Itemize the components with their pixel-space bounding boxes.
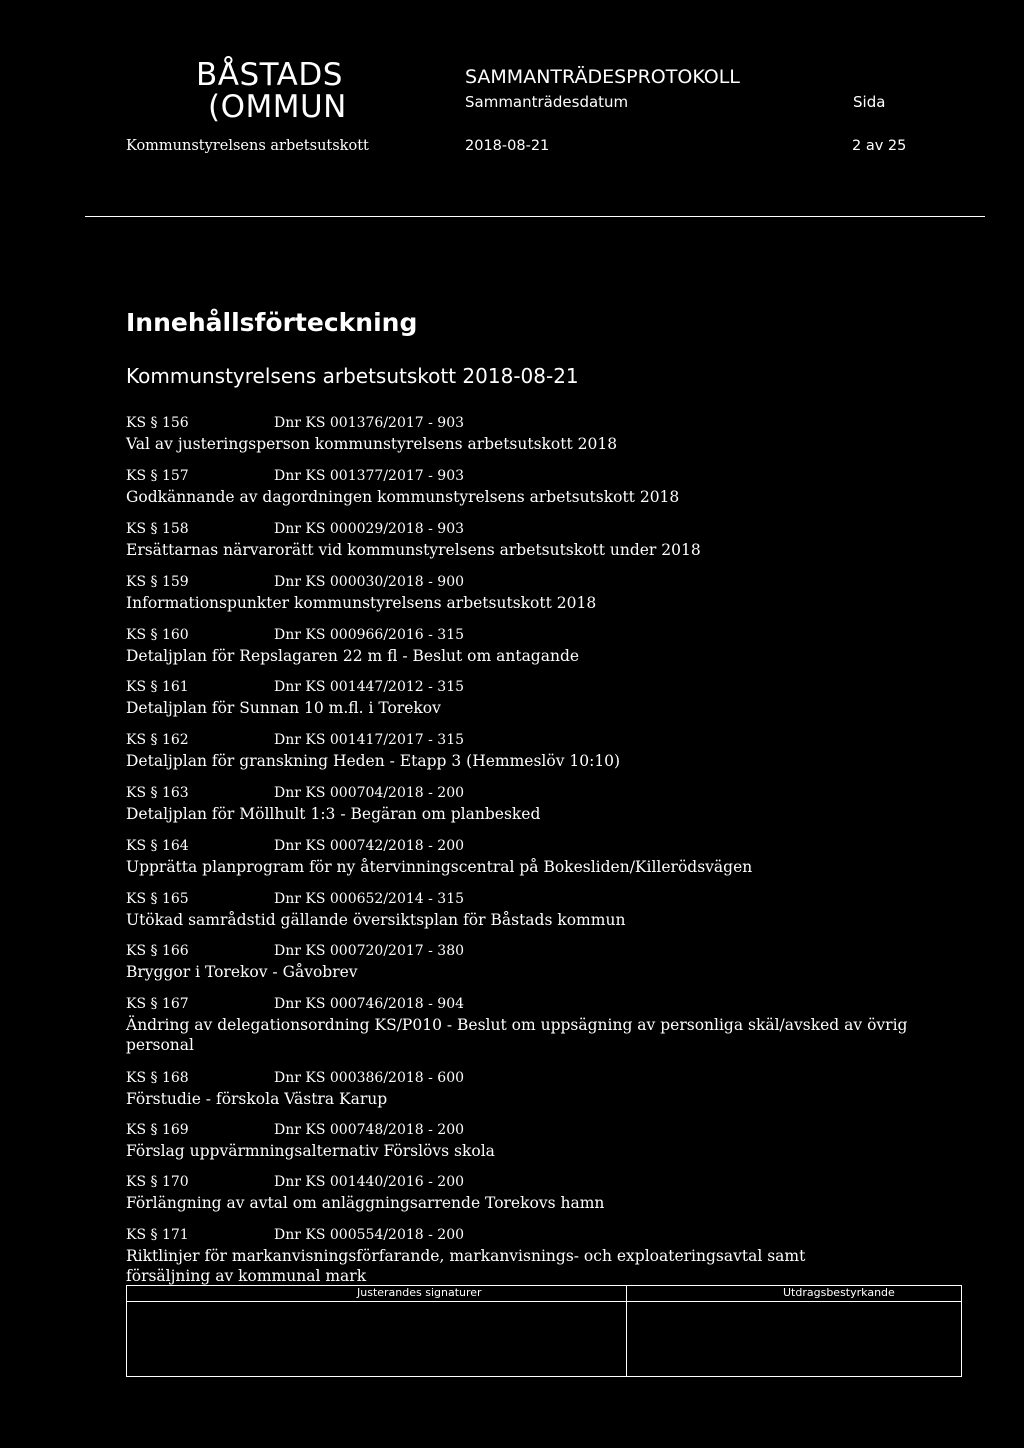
entry-section: KS § 165 [126,891,189,907]
signature-divider [626,1285,627,1377]
entry-section: KS § 160 [126,627,189,643]
entry-section: KS § 171 [126,1227,189,1243]
toc-entry [126,890,916,930]
entry-dnr: Dnr KS 000030/2018 - 900 [274,574,465,590]
entry-section: KS § 169 [126,1122,189,1138]
entry-dnr: Dnr KS 001417/2017 - 315 [274,732,465,748]
entry-description: Upprätta planprogram för ny återvinningscentral på Bokesliden/Killerödsvägen [126,858,753,876]
entry-dnr: Dnr KS 001377/2017 - 903 [274,468,465,484]
page-number: 2 av 25 [852,138,907,154]
entry-description: Godkännande av dagordningen kommunstyrelsens arbetsutskott 2018 [126,488,680,506]
header-divider [85,216,985,217]
toc-entry [126,573,916,613]
toc-entry [126,414,916,454]
page-title: Innehållsförteckning [126,308,418,337]
entry-dnr: Dnr KS 000704/2018 - 200 [274,785,465,801]
entry-description: Val av justeringsperson kommunstyrelsens arbetsutskott 2018 [126,435,618,453]
entry-description: Ändring av delegationsordning KS/P010 - Beslut om uppsägning av personliga skäl/avsked av övrig personal [126,1016,908,1054]
entry-dnr: Dnr KS 000742/2018 - 200 [274,838,465,854]
signature-header-rule [126,1301,962,1302]
page-label: Sida [853,93,886,111]
entry-section: KS § 164 [126,838,189,854]
entry-description: Utökad samrådstid gällande översiktsplan för Båstads kommun [126,911,626,929]
toc-entry [126,467,916,507]
toc-entry [126,784,916,824]
entry-dnr: Dnr KS 001440/2016 - 200 [274,1174,465,1190]
entry-section: KS § 161 [126,679,189,695]
entry-description: Informationspunkter kommunstyrelsens arbetsutskott 2018 [126,594,597,612]
toc-entry [126,678,916,718]
committee-name: Kommunstyrelsens arbetsutskott [126,138,369,154]
entry-description: Bryggor i Torekov - Gåvobrev [126,963,358,981]
doc-type: SAMMANTRÄDESPROTOKOLL [465,66,740,88]
entry-section: KS § 167 [126,996,189,1012]
entry-section: KS § 162 [126,732,189,748]
toc-entry [126,731,916,771]
toc-entry [126,626,916,666]
entry-section: KS § 170 [126,1174,189,1190]
toc-entry [126,942,916,982]
toc-subtitle: Kommunstyrelsens arbetsutskott 2018-08-21 [126,364,579,388]
entry-section: KS § 163 [126,785,189,801]
entry-section: KS § 159 [126,574,189,590]
toc-entry [126,837,916,877]
toc-entry [126,1226,916,1286]
logo-line2: (OMMUN [208,89,347,125]
signatures-label: Justerandes signaturer [357,1286,482,1299]
entry-section: KS § 166 [126,943,189,959]
entry-section: KS § 156 [126,415,189,431]
entry-description: Detaljplan för Möllhult 1:3 - Begäran om planbesked [126,805,541,823]
entry-dnr: Dnr KS 000966/2016 - 315 [274,627,465,643]
entry-section: KS § 158 [126,521,189,537]
toc-entry [126,520,916,560]
meeting-date: 2018-08-21 [465,138,550,154]
entry-description: Riktlinjer för markanvisningsförfarande, markanvisnings- och exploateringsavtal samt försäljning av kommunal mark [126,1247,806,1285]
entry-section: KS § 168 [126,1070,189,1086]
logo-line1: BÅSTADS [196,57,343,93]
entry-dnr: Dnr KS 001447/2012 - 315 [274,679,465,695]
entry-dnr: Dnr KS 001376/2017 - 903 [274,415,465,431]
toc-entry [126,1173,916,1213]
entry-description: Förstudie - förskola Västra Karup [126,1090,388,1108]
entry-dnr: Dnr KS 000746/2018 - 904 [274,996,465,1012]
entry-dnr: Dnr KS 000720/2017 - 380 [274,943,465,959]
toc-entry [126,1069,916,1109]
extract-label: Utdragsbestyrkande [783,1286,895,1299]
toc-entry [126,1121,916,1161]
entry-dnr: Dnr KS 000029/2018 - 903 [274,521,465,537]
toc-entry [126,995,916,1055]
entry-description: Detaljplan för Repslagaren 22 m fl - Beslut om antagande [126,647,580,665]
entry-description: Detaljplan för Sunnan 10 m.fl. i Torekov [126,699,441,717]
entry-description: Förlängning av avtal om anläggningsarrende Torekovs hamn [126,1194,605,1212]
entry-dnr: Dnr KS 000748/2018 - 200 [274,1122,465,1138]
entry-dnr: Dnr KS 000652/2014 - 315 [274,891,465,907]
entry-dnr: Dnr KS 000386/2018 - 600 [274,1070,465,1086]
entry-dnr: Dnr KS 000554/2018 - 200 [274,1227,465,1243]
entry-section: KS § 157 [126,468,189,484]
entry-description: Förslag uppvärmningsalternativ Förslövs skola [126,1142,495,1160]
date-label: Sammanträdesdatum [465,93,629,111]
entry-description: Detaljplan för granskning Heden - Etapp 3 (Hemmeslöv 10:10) [126,752,621,770]
entry-description: Ersättarnas närvarorätt vid kommunstyrelsens arbetsutskott under 2018 [126,541,701,559]
